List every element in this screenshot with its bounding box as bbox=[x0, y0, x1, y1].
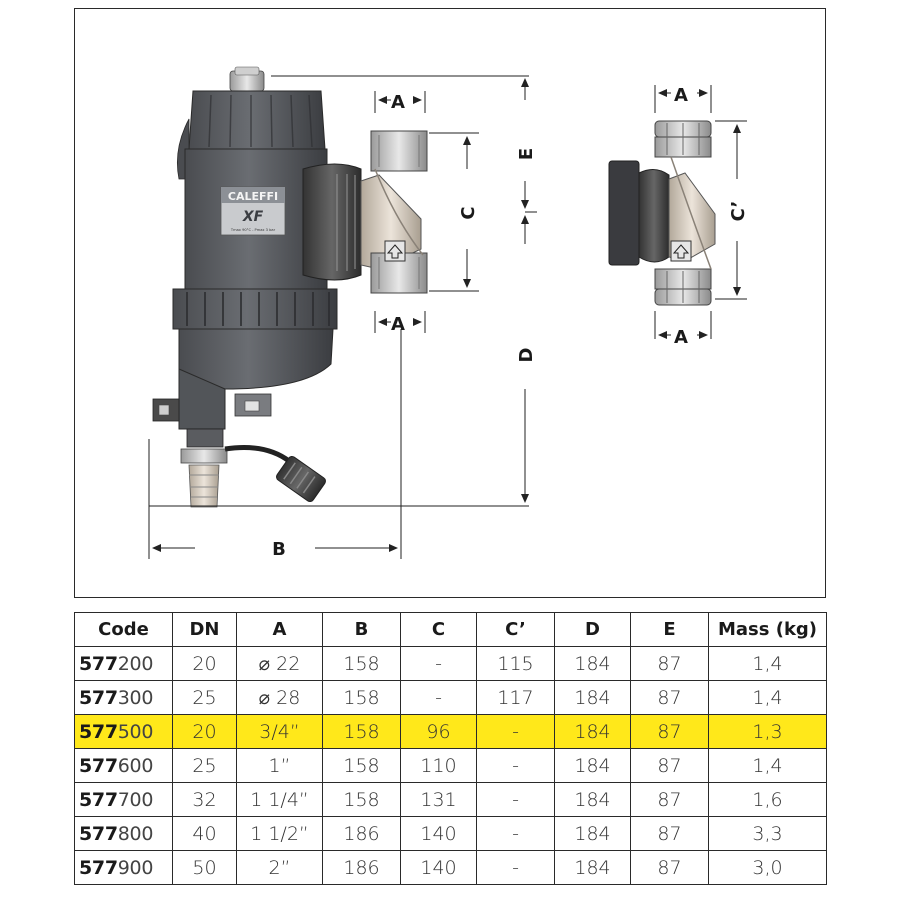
code-prefix: 577 bbox=[79, 652, 118, 675]
code-prefix: 577 bbox=[79, 822, 118, 845]
column-header: DN bbox=[173, 613, 237, 647]
code-prefix: 577 bbox=[79, 754, 118, 777]
drawing-panel bbox=[74, 8, 826, 598]
table-cell: 87 bbox=[631, 783, 709, 817]
table-cell: 115 bbox=[477, 647, 555, 681]
dim-a-top-label: A bbox=[391, 92, 405, 113]
column-header: C bbox=[401, 613, 477, 647]
table-cell: 50 bbox=[173, 851, 237, 885]
dim-d-label: D bbox=[516, 347, 537, 363]
table-cell: 87 bbox=[631, 749, 709, 783]
table-cell: 87 bbox=[631, 851, 709, 885]
table-row bbox=[75, 817, 827, 851]
table-cell: - bbox=[477, 715, 555, 749]
table-cell: 87 bbox=[631, 715, 709, 749]
table-cell: 184 bbox=[555, 851, 631, 885]
table-cell: ⌀ 28 bbox=[237, 681, 323, 715]
rating-label: Tmax 90°C - Pmax 3 bar bbox=[230, 228, 276, 232]
dim-a-alt-bottom-label: A bbox=[674, 327, 688, 348]
table-cell: 87 bbox=[631, 817, 709, 851]
table-cell: 158 bbox=[323, 647, 401, 681]
column-header: C’ bbox=[477, 613, 555, 647]
table-cell: 2” bbox=[237, 851, 323, 885]
code-cell bbox=[75, 749, 173, 783]
table-cell: 158 bbox=[323, 783, 401, 817]
code-prefix: 577 bbox=[79, 686, 118, 709]
table-cell: 32 bbox=[173, 783, 237, 817]
table-cell: 140 bbox=[401, 851, 477, 885]
table-cell: 1” bbox=[237, 749, 323, 783]
table-cell: 184 bbox=[555, 749, 631, 783]
technical-drawing bbox=[75, 9, 827, 599]
code-suffix: 300 bbox=[117, 686, 154, 709]
column-header: B bbox=[323, 613, 401, 647]
code-prefix: 577 bbox=[79, 788, 118, 811]
table-cell: 158 bbox=[323, 749, 401, 783]
table-cell: 1,4 bbox=[709, 647, 827, 681]
dim-c-label: C bbox=[458, 206, 479, 220]
table-cell: 1,4 bbox=[709, 681, 827, 715]
code-suffix: 500 bbox=[117, 720, 154, 743]
table-cell: 40 bbox=[173, 817, 237, 851]
table-row bbox=[75, 783, 827, 817]
column-header: D bbox=[555, 613, 631, 647]
table-cell: 25 bbox=[173, 681, 237, 715]
code-cell bbox=[75, 783, 173, 817]
column-header: Mass (kg) bbox=[709, 613, 827, 647]
table-cell: - bbox=[477, 783, 555, 817]
table-cell: 1 1/4” bbox=[237, 783, 323, 817]
table-row bbox=[75, 681, 827, 715]
table-row bbox=[75, 851, 827, 885]
table-cell: 1,6 bbox=[709, 783, 827, 817]
code-cell bbox=[75, 681, 173, 715]
table-body bbox=[75, 647, 827, 885]
table-cell: 186 bbox=[323, 851, 401, 885]
dim-e-label: E bbox=[516, 147, 537, 161]
table-cell: 184 bbox=[555, 715, 631, 749]
table-cell: 25 bbox=[173, 749, 237, 783]
table-cell: 158 bbox=[323, 715, 401, 749]
table-cell: 96 bbox=[401, 715, 477, 749]
table-cell: 184 bbox=[555, 647, 631, 681]
table-cell: 20 bbox=[173, 715, 237, 749]
table-cell: 20 bbox=[173, 647, 237, 681]
code-cell bbox=[75, 851, 173, 885]
table-cell: 140 bbox=[401, 817, 477, 851]
brand-label: CALEFFI bbox=[227, 190, 279, 203]
table-header-row bbox=[75, 613, 827, 647]
table-cell: 1,4 bbox=[709, 749, 827, 783]
separator-main-view bbox=[153, 67, 427, 507]
table-cell: - bbox=[477, 851, 555, 885]
column-header: E bbox=[631, 613, 709, 647]
model-label: XF bbox=[242, 209, 264, 225]
table-row bbox=[75, 715, 827, 749]
spec-table bbox=[74, 612, 827, 885]
dim-a-bottom-label: A bbox=[391, 314, 405, 335]
table-cell: 131 bbox=[401, 783, 477, 817]
table-cell: - bbox=[401, 647, 477, 681]
code-suffix: 200 bbox=[117, 652, 154, 675]
table-cell: 3/4” bbox=[237, 715, 323, 749]
table-cell: 87 bbox=[631, 647, 709, 681]
code-prefix: 577 bbox=[79, 856, 118, 879]
separator-alt-view bbox=[609, 121, 715, 305]
table-cell: 1,3 bbox=[709, 715, 827, 749]
table-cell: 3,3 bbox=[709, 817, 827, 851]
table-cell: 87 bbox=[631, 681, 709, 715]
column-header: Code bbox=[75, 613, 173, 647]
table-cell: - bbox=[477, 749, 555, 783]
table-row bbox=[75, 647, 827, 681]
code-suffix: 900 bbox=[117, 856, 154, 879]
table-cell: 184 bbox=[555, 817, 631, 851]
table-cell: - bbox=[477, 817, 555, 851]
code-suffix: 600 bbox=[117, 754, 154, 777]
table-cell: 186 bbox=[323, 817, 401, 851]
column-header: A bbox=[237, 613, 323, 647]
code-prefix: 577 bbox=[79, 720, 118, 743]
table-row bbox=[75, 749, 827, 783]
table-cell: ⌀ 22 bbox=[237, 647, 323, 681]
table-cell: - bbox=[401, 681, 477, 715]
table-cell: 117 bbox=[477, 681, 555, 715]
dim-a-alt-top-label: A bbox=[674, 85, 688, 106]
table-cell: 3,0 bbox=[709, 851, 827, 885]
dim-b-label: B bbox=[272, 539, 286, 560]
table-cell: 110 bbox=[401, 749, 477, 783]
code-suffix: 800 bbox=[117, 822, 154, 845]
table-cell: 1 1/2” bbox=[237, 817, 323, 851]
table-cell: 184 bbox=[555, 783, 631, 817]
table-cell: 184 bbox=[555, 681, 631, 715]
table-cell: 158 bbox=[323, 681, 401, 715]
dim-c-prime-label: C’ bbox=[728, 200, 749, 222]
code-cell bbox=[75, 647, 173, 681]
code-suffix: 700 bbox=[117, 788, 154, 811]
code-cell bbox=[75, 817, 173, 851]
code-cell bbox=[75, 715, 173, 749]
